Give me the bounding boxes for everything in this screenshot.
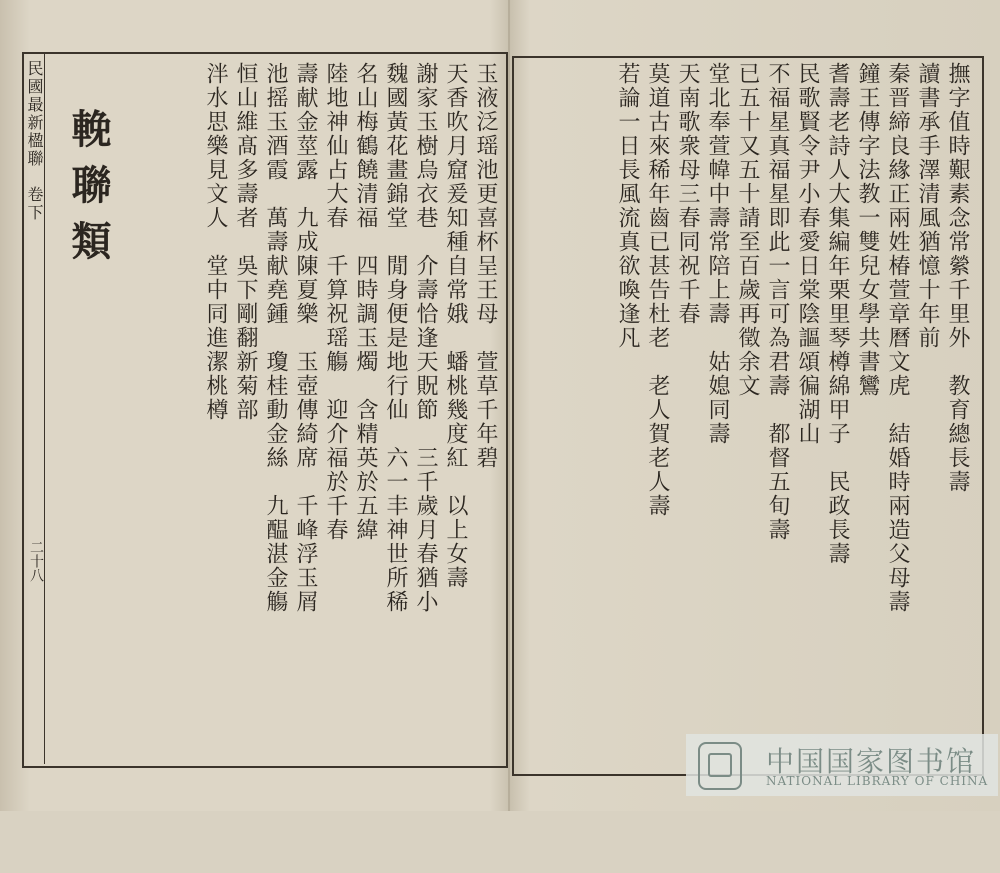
watermark-name-en: NATIONAL LIBRARY OF CHINA [766, 774, 989, 788]
edge-volume-text: 卷下 [25, 186, 44, 222]
edge-book-title [26, 60, 42, 222]
left-column: 玉液泛瑶池更喜杯呈王母 萱草千年碧 [473, 62, 498, 470]
left-column: 泮水思樂見文人 堂中同進潔桃樽 [203, 62, 228, 422]
book-fold [508, 0, 510, 811]
right-column: 耆壽老詩人大集編年栗里琴樽綿甲子 民政長壽 [825, 62, 850, 566]
right-column: 秦晋締良緣正兩姓椿萱章曆文虎 結婚時兩造父母壽 [885, 62, 910, 614]
section-title: 輓聯類 [65, 108, 112, 276]
library-watermark [686, 734, 998, 796]
left-column: 天香吹月窟爰知種自常娥 蟠桃幾度紅 以上女壽 [443, 62, 468, 590]
left-column: 謝家玉樹烏衣巷 介壽恰逢天貺節 三千歲月春猶小 [413, 62, 438, 614]
right-column: 讀書承手澤清風猶憶十年前 [915, 62, 940, 350]
right-column: 堂北奉萱幃中壽常陪上壽 姑媳同壽 [705, 62, 730, 446]
watermark-name-cn: 中国国家图书馆 [766, 745, 977, 778]
left-column: 魏國黃花畫錦堂 閒身便是地行仙 六一丰神世所稀 [383, 62, 408, 614]
left-column: 名山梅鶴饒清福 四時調玉燭 含精英於五緯 [353, 62, 378, 542]
right-column: 鐘王傳字法教一雙兒女學共書鸞 [855, 62, 880, 398]
right-column: 若論一日長風流真欲喚逢凡 [615, 62, 640, 350]
right-column: 莫道古來稀年齒已甚告杜老 老人賀老人壽 [645, 62, 670, 518]
left-columns [120, 0, 500, 873]
left-column: 恒山維髙多壽者 吳下剛翻新菊部 [233, 62, 258, 422]
right-column: 民歌賢令尹小春愛日棠陰謳頌徧湖山 [795, 62, 820, 446]
edge-page-number: 二十八 [28, 540, 44, 582]
right-column: 已五十又五十請至百歲再徵余文 [735, 62, 760, 398]
right-column: 天南歌衆母三春同祝千春 [675, 62, 700, 326]
left-column: 池摇玉酒霞 萬壽献堯鍾 瓊桂動金絲 九醖湛金觴 [263, 62, 288, 614]
left-column: 陸地神仙占大春 千算祝瑶觴 迎介福於千春 [323, 62, 348, 542]
library-logo-icon [698, 742, 742, 790]
right-column: 不福星真福星即此一言可為君壽 都督五旬壽 [765, 62, 790, 542]
left-column: 壽献金莖露 九成陳夏樂 玉壺傳綺席 千峰浮玉屑 [293, 62, 318, 614]
edge-title-text: 民國最新楹聯 [25, 60, 44, 168]
right-column: 撫字值時艱素念常縈千里外 教育總長壽 [945, 62, 970, 494]
